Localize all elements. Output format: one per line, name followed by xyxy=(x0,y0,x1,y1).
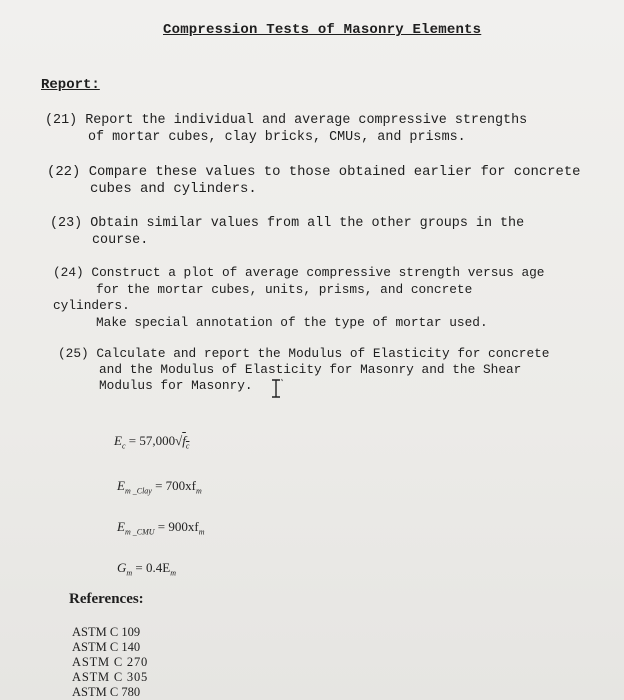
sqrt-icon: √ xyxy=(175,433,183,448)
equation-gm: $G_m = 0.4E_m$ xyxy=(117,560,176,578)
reference-item: ASTM C 780 xyxy=(72,685,141,699)
reference-item: ASTM C 305 xyxy=(72,670,149,684)
item-line: Modulus for Masonry. xyxy=(99,378,253,393)
references-heading: References: xyxy=(69,591,144,607)
page-title: Compression Tests of Masonry Elements xyxy=(163,22,482,38)
item-number: (22) xyxy=(47,164,81,180)
item-line: Construct a plot of average compressive strength versus age xyxy=(91,265,545,280)
item-line: Obtain similar values from all the other groups in the xyxy=(90,216,525,231)
report-item-21 xyxy=(45,112,527,146)
item-line: of mortar cubes, clay bricks, CMUs, and prisms. xyxy=(88,130,466,145)
equation-em-clay: $E_{m \_Clay} = 700xf_m$ xyxy=(117,478,202,496)
report-item-24 xyxy=(53,265,545,331)
item-line: Compare these values to those obtained earlier for concrete xyxy=(88,164,581,180)
text-cursor-icon xyxy=(269,378,283,400)
equation-em-cmu: $E_{m \_CMU} = 900xf_m$ xyxy=(117,519,205,537)
item-line: Calculate and report the Modulus of Elasticity for concrete xyxy=(96,346,550,361)
item-line: and the Modulus of Elasticity for Masonry and the Shear xyxy=(99,362,522,377)
reference-item: ASTM C 109 xyxy=(72,625,141,639)
item-line: for the mortar cubes, units, prisms, and concrete xyxy=(96,281,473,297)
reference-item: ASTM C 140 xyxy=(72,640,141,654)
report-item-22 xyxy=(47,164,581,198)
item-line: cylinders. xyxy=(53,298,130,313)
item-line: Make special annotation of the type of mortar used. xyxy=(96,314,488,330)
report-heading: Report: xyxy=(41,77,100,93)
item-line: Report the individual and average compressive strengths xyxy=(85,113,528,128)
item-number: (23) xyxy=(50,216,83,231)
equation-ec: $E_c = 57,000√f_c$ xyxy=(114,433,190,451)
item-number: (21) xyxy=(45,113,78,128)
report-item-25 xyxy=(58,346,550,394)
report-item-23 xyxy=(50,215,524,249)
item-number: (24) xyxy=(53,265,84,280)
item-line: course. xyxy=(92,233,149,248)
reference-item: ASTM C 270 xyxy=(72,655,149,669)
item-number: (25) xyxy=(58,346,89,361)
item-line: cubes and cylinders. xyxy=(90,181,257,197)
